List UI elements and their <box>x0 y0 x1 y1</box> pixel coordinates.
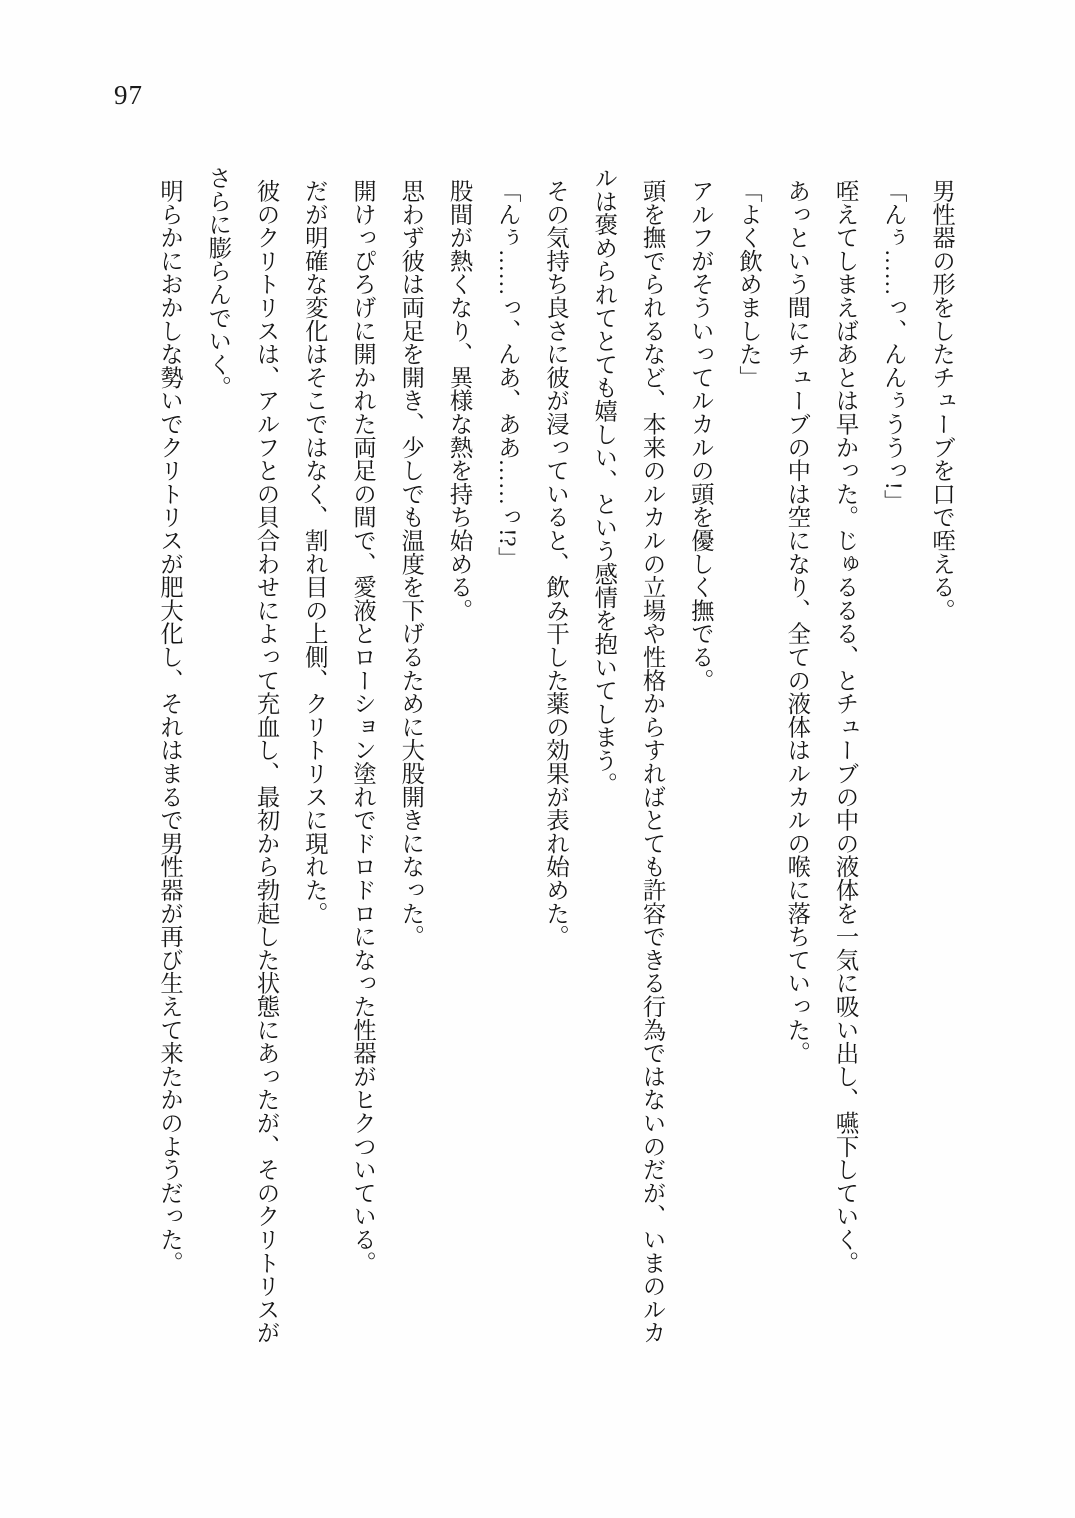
paragraph: 彼のクリトリスは、アルフとの貝合わせによって充血し、最初から勃起した状態にあったが、そのクリトリスがさらに膨らんでいく。 <box>204 166 279 1344</box>
paragraph: 「よく飲めました」 <box>735 178 761 389</box>
paragraph: 「んぅ……っ、んんぅううっ!」 <box>879 178 906 513</box>
paragraph: 思わず彼は両足を開き、少しでも温度を下げるために大股開きになった。 <box>397 178 424 948</box>
paragraph: 股間が熱くなり、異様な熱を持ち始める。 <box>445 178 472 622</box>
paragraph: 明らかにおかしな勢いでクリトリスが肥大化し、それはまるで男性器が再び生えて来たかのようだった。 <box>156 178 182 1274</box>
paragraph: アルフがそういってルカルの頭を優しく撫でる。 <box>686 178 713 692</box>
paragraph: 男性器の形をしたチューブを口で咥える。 <box>928 178 954 622</box>
paragraph: 頭を撫でられるなど、本来のルカルの立場や性格からすればとても許容できる行為ではないのだが、いまのルカルは褒められてとても嬉しい、という感情を抱いてしまう。 <box>590 166 665 1344</box>
paragraph: あっという間にチューブの中は空になり、全ての液体はルカルの喉に落ちていった。 <box>783 178 810 1065</box>
text-body <box>145 166 965 1356</box>
page-number: 97 <box>114 80 143 110</box>
paragraph: 開けっぴろげに開かれた両足の間で、愛液とローション塗れでドロドロになった性器がヒクついている。 <box>349 178 375 1274</box>
paragraph: 「んぅ……っ、んあ、ああ……っ!?」 <box>493 178 520 570</box>
paragraph: その気持ち良さに彼が浸っていると、飲み干した薬の効果が表れ始めた。 <box>542 178 568 948</box>
paragraph: だが明確な変化はそこではなく、割れ目の上側、クリトリスに現れた。 <box>300 178 327 925</box>
paragraph: 咥えてしまえばあとは早かった。じゅるるる、とチューブの中の液体を一気に吸い出し、嚥下していく。 <box>831 178 858 1274</box>
